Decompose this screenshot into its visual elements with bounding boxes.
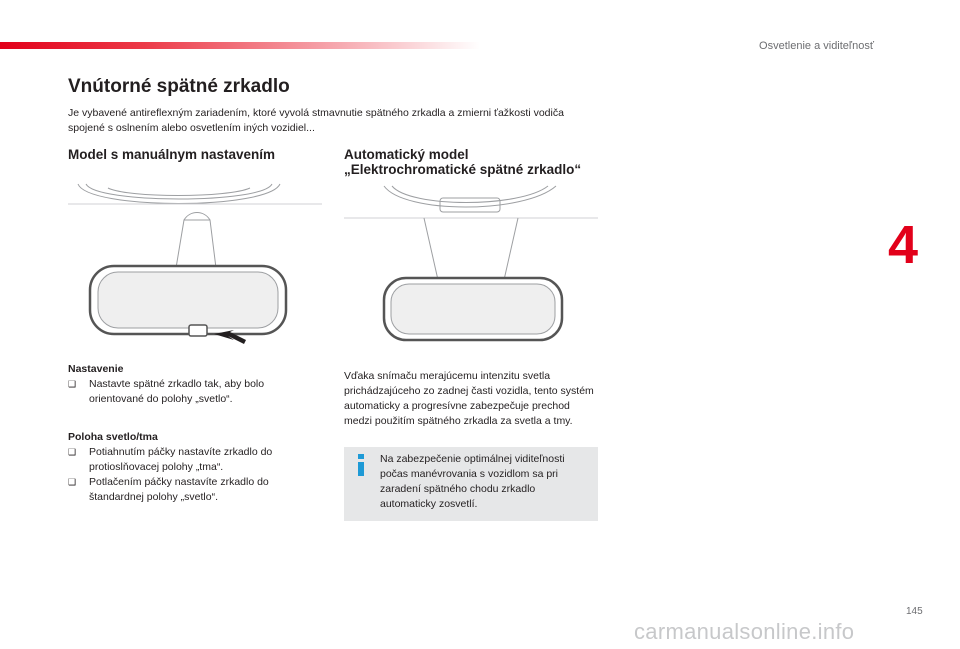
header-accent-bar [0, 42, 480, 49]
day-night-item-text: Potiahnutím páčky nastavíte zrkadlo do protioslňovacej polohy „tma“. [89, 446, 273, 473]
chapter-title: Osvetlenie a viditeľnosť [759, 40, 874, 52]
automatic-model-heading-line1: Automatický model [344, 147, 469, 162]
intro-paragraph: Je vybavené antireflexným zariadením, ktoré vyvolá stmavnutie spätného zrkadla a zmierni ťažkosti vodiča spojené s oslnením alebo osvetlením iných vozidiel... [68, 107, 564, 134]
day-night-item [68, 445, 318, 475]
manual-model-heading: Model s manuálnym nastavením [68, 147, 276, 162]
adjustment-subhead: Nastavenie [68, 363, 124, 375]
day-night-block [68, 430, 318, 505]
adjustment-block [68, 362, 318, 407]
manual-rear-view-mirror-with-lever-arrow-icon [68, 180, 322, 350]
day-night-subhead: Poloha svetlo/tma [68, 431, 158, 443]
checkbox-bullet-icon: ❑ [68, 379, 77, 389]
info-box [344, 447, 598, 521]
automatic-model-heading-line2: „Elektrochromatické spätné zrkadlo“ [344, 162, 582, 177]
day-night-item [68, 475, 318, 505]
electrochromic-rear-view-mirror-icon [344, 180, 598, 350]
chapter-number: 4 [888, 215, 919, 275]
automatic-model-heading [344, 147, 604, 177]
automatic-description: Vďaka snímaču merajúcemu intenzitu svetla prichádzajúceho zo zadnej časti vozidla, tento systém automaticky a progresívne zabezpečuje prechod medzi použitím spätného zrkadla za svetla a tmy. [344, 370, 594, 427]
adjustment-item-text: Nastavte spätné zrkadlo tak, aby bolo orientované do polohy „svetlo“. [89, 378, 265, 405]
info-text: Na zabezpečenie optimálnej viditeľnosti počas manévrovania s vozidlom sa pri zaradení spätného chodu zrkadlo automaticky zosvetlí. [380, 453, 565, 510]
page-title: Vnútorné spätné zrkadlo [68, 76, 290, 97]
page-number: 145 [906, 606, 923, 617]
checkbox-bullet-icon: ❑ [68, 477, 77, 487]
adjustment-item [68, 377, 318, 407]
checkbox-bullet-icon: ❑ [68, 447, 77, 457]
info-icon [353, 453, 369, 477]
manual-mirror-figure [68, 180, 322, 350]
day-night-item-text: Potlačením páčky nastavíte zrkadlo do štandardnej polohy „svetlo“. [89, 476, 269, 503]
watermark: carmanualsonline.info [634, 619, 855, 644]
automatic-mirror-figure [344, 180, 598, 350]
